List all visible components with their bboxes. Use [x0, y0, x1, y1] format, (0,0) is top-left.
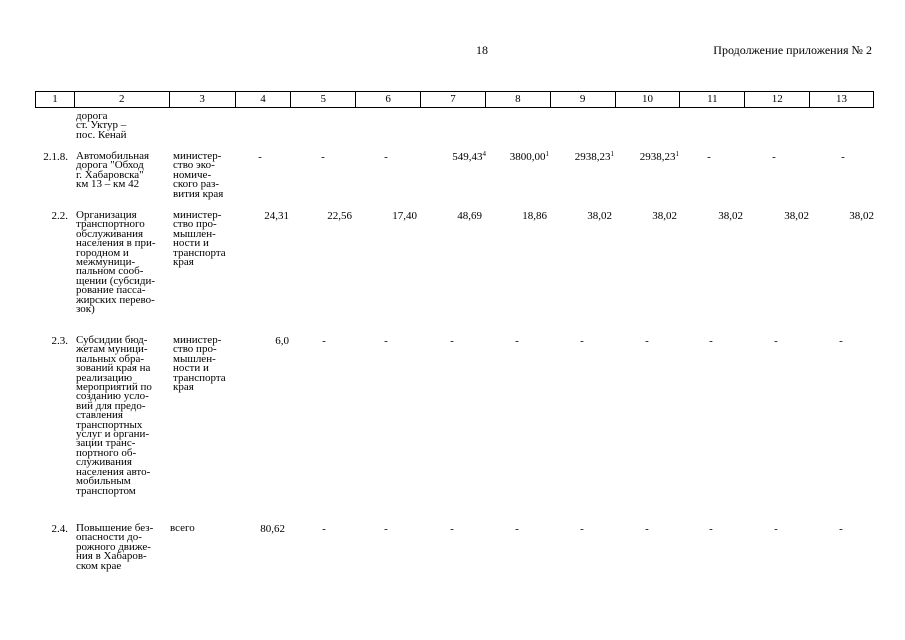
- row-name: Автомобильная дорога "Обход г. Хабаровска" км 13 – км 42: [76, 150, 150, 191]
- row-number: 2.4.: [51, 523, 68, 535]
- cell-col13: -: [841, 151, 845, 163]
- row-executor: всего: [170, 522, 195, 534]
- col-header-10: 10: [615, 92, 680, 107]
- cell-col6: -: [384, 151, 388, 163]
- carryover-name: дорога ст. Уктур – пос. Кенай: [76, 110, 127, 141]
- row-name: Организация транспортного обслуживания населения в при- городном и межмуници- пальном сооб- щении (субсиди- рование пасса- жирских перево- зок): [76, 209, 156, 316]
- cell-col4: 6,0: [275, 335, 289, 347]
- cell-col6: -: [384, 335, 388, 347]
- continuation-label: Продолжение приложения № 2: [713, 43, 872, 57]
- table-header: [35, 91, 874, 108]
- cell-col13: -: [839, 335, 843, 347]
- col-header-6: 6: [355, 92, 420, 107]
- cell-col11: -: [707, 151, 711, 163]
- col-header-8: 8: [485, 92, 550, 107]
- col-header-3: 3: [169, 92, 235, 107]
- cell-col9: -: [580, 335, 584, 347]
- col-header-13: 13: [809, 92, 873, 107]
- cell-col10: 38,02: [652, 210, 677, 222]
- cell-col10: -: [645, 335, 649, 347]
- cell-col12: -: [772, 151, 776, 163]
- row-executor: министер- ство про- мышлен- ности и транспорта края: [173, 334, 226, 394]
- cell-col8: -: [515, 523, 519, 535]
- col-header-11: 11: [679, 92, 744, 107]
- page-number: 18: [476, 43, 488, 57]
- cell-col11: 38,02: [718, 210, 743, 222]
- row-executor: министер- ство эко- номиче- ского раз- вития края: [173, 150, 224, 200]
- col-header-12: 12: [744, 92, 809, 107]
- cell-col5: -: [322, 523, 326, 535]
- cell-col5: 22,56: [327, 210, 352, 222]
- cell-col13: -: [839, 523, 843, 535]
- cell-col10: -: [645, 523, 649, 535]
- col-header-1: 1: [52, 93, 58, 105]
- row-name: Субсидии бюд- жетам муници- пальных обра- зований края на реализацию мероприятий по созданию усло- вий для предо- ставления транспортных услуг и органи- зации транс- портного об- служивания населения авто- мобильным транспортом: [76, 334, 152, 497]
- cell-col7: -: [450, 335, 454, 347]
- cell-col6: -: [384, 523, 388, 535]
- col-header-9: 9: [550, 92, 615, 107]
- cell-col9: 2938,23$^1$: [574, 150, 614, 163]
- cell-col10: 2938,23$^1$: [639, 150, 679, 163]
- cell-col8: 3800,00$^1$: [509, 150, 549, 163]
- cell-col5: -: [321, 151, 325, 163]
- cell-col12: -: [774, 523, 778, 535]
- cell-col11: -: [709, 335, 713, 347]
- cell-col12: 38,02: [784, 210, 809, 222]
- cell-col7: 549,43$^4$: [452, 150, 486, 163]
- cell-col13: 38,02: [849, 210, 874, 222]
- cell-col6: 17,40: [392, 210, 417, 222]
- col-header-4: 4: [235, 92, 291, 107]
- col-header-2: 2: [74, 92, 169, 107]
- cell-col9: -: [580, 523, 584, 535]
- cell-col7: 48,69: [457, 210, 482, 222]
- row-number: 2.2.: [51, 210, 68, 222]
- col-header-7: 7: [420, 92, 485, 107]
- cell-col8: 18,86: [522, 210, 547, 222]
- cell-col4: 24,31: [264, 210, 289, 222]
- cell-col4: -: [258, 151, 262, 163]
- row-number: 2.1.8.: [43, 151, 68, 163]
- cell-col9: 38,02: [587, 210, 612, 222]
- cell-col4: 80,62: [260, 523, 285, 535]
- cell-col8: -: [515, 335, 519, 347]
- cell-col5: -: [322, 335, 326, 347]
- cell-col11: -: [709, 523, 713, 535]
- cell-col12: -: [774, 335, 778, 347]
- row-executor: министер- ство про- мышлен- ности и транспорта края: [173, 209, 226, 269]
- col-header-5: 5: [290, 92, 355, 107]
- cell-col7: -: [450, 523, 454, 535]
- row-name: Повышение без- опасности до- рожного движе- ния в Хабаров- ском крае: [76, 522, 154, 572]
- row-number: 2.3.: [51, 335, 68, 347]
